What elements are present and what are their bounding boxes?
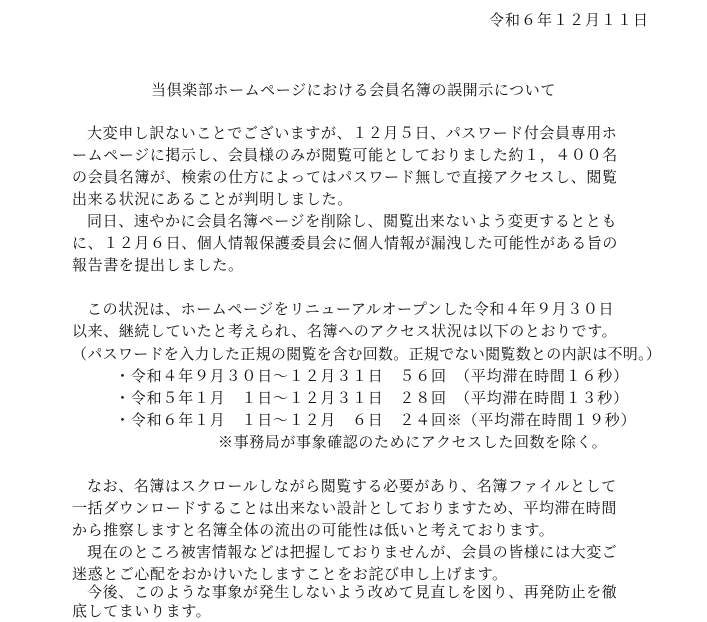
access-stat-row-2023: ・令和５年１月 １日～１２月３１日 ２８回 （平均滞在時間１３秒） [115, 389, 629, 407]
para1-line-2: ームページに掲示し、会員様のみが閲覧可能としておりました約１，４００名 [72, 146, 618, 164]
document-title: 当倶楽部ホームページにおける会員名簿の誤開示について [150, 81, 556, 99]
para1-line-4: 出来る状況にあることが判明しました。 [72, 190, 353, 208]
access-stat-row-2024: ・令和６年１月 １日～１２月 ６日 ２４回※（平均滞在時間１９秒） [115, 411, 637, 429]
para5-line-1: 現在のところ被害情報などは把握しておりませんが、会員の皆様には大変ご [87, 543, 618, 561]
para5-line-2: 迷惑とご心配をおかけいたしますことをお詫び申し上げます。 [72, 565, 508, 583]
access-stat-row-2022: ・令和４年９月３０日～１２月３１日 ５６回 （平均滞在時間１６秒） [115, 367, 629, 385]
para4-line-1: なお、名簿はスクロールしながら閲覧する必要があり、名簿ファイルとして [87, 477, 617, 495]
para4-line-3: から推察しますと名簿全体の流出の可能性は低いと考えております。 [72, 521, 555, 539]
para1-line-3: の会員名簿が、検索の仕方によってはパスワード無しで直接アクセスし、閲覧 [72, 168, 618, 186]
access-stats-header: （パスワードを入力した正規の閲覧を含む回数。正規でない閲覧数との内訳は不明。） [72, 345, 662, 363]
para3-line-2: 以来、継続していたと考えられ、名簿へのアクセス状況は以下のとおりです。 [72, 322, 618, 340]
para6-line-2: 底してまいります。 [72, 602, 212, 620]
para2-line-2: に、１２月６日、個人情報保護委員会に個人情報が漏洩した可能性がある旨の [72, 234, 619, 252]
para1-line-1: 大変申し訳ないことでございますが、１２月５日、パスワード付会員専用ホ [87, 124, 618, 142]
access-stats-footnote: ※事務局が事象確認のためにアクセスした回数を除く。 [218, 433, 608, 451]
para2-line-3: 報告書を提出しました。 [72, 256, 244, 274]
para6-line-1: 今後、このような事象が発生しないよう改めて見直しを図り、再発防止を徹 [87, 583, 618, 601]
para3-line-1: この状況は、ホームページをリニューアルオープンした令和４年９月３０日 [87, 300, 615, 318]
para2-line-1: 同日、速やかに会員名簿ページを削除し、閲覧出来ないよう変更するととも [87, 212, 618, 230]
para4-line-2: 一括ダウンロードすることは出来ない設計としておりますため、平均滞在時間 [72, 499, 617, 517]
document-date: 令和６年１２月１１日 [488, 11, 649, 29]
